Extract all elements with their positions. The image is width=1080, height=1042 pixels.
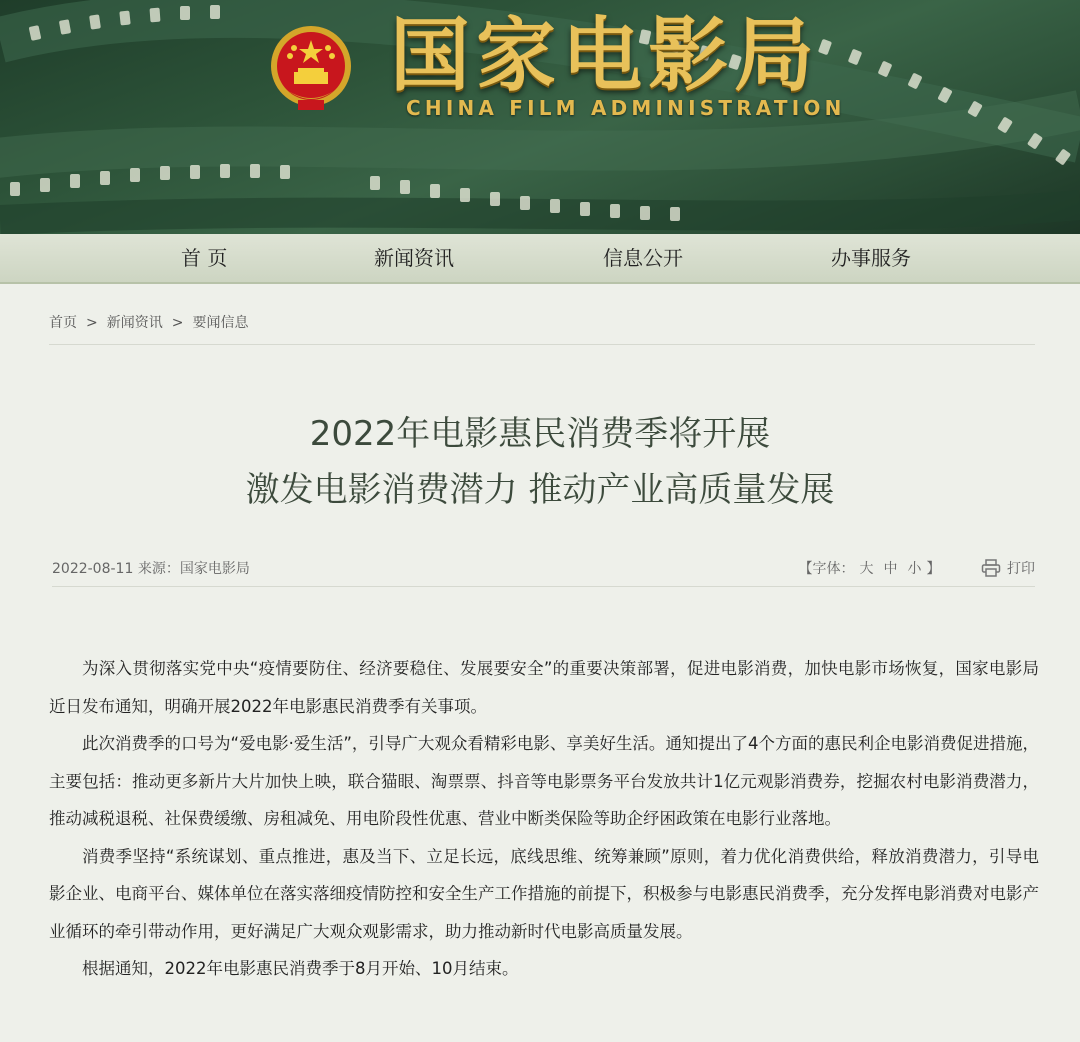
publish-date: 2022-08-11 [52,561,134,577]
nav-item-services[interactable]: 办事服务 [831,246,911,270]
nav-item-news[interactable]: 新闻资讯 [374,246,454,270]
breadcrumb [49,312,1035,345]
article-tools [799,558,1035,578]
site-title: 国家电影局 [390,8,820,102]
article-title-line1: 2022年电影惠民消费季将开展 [309,414,771,454]
site-header-banner [0,0,1080,234]
article-paragraph: 消费季坚持“系统谋划、重点推进，惠及当下、立足长远，底线思维、统筹兼顾”原则，着力优化消费供给，释放消费潜力，引导电影企业、电商平台、媒体单位在落实落细疫情防控和安全生产工作措施的前提下，积极参与电影惠民消费季，充分发挥电影消费对电影产业循环的牵引带动作用，更好满足广大观众观影需求，助力推动新时代电影高质量发展。 [49,846,1039,941]
print-label: 打印 [1007,561,1035,577]
breadcrumb-headlines[interactable]: 要闻信息 [192,315,249,331]
site-subtitle: CHINA FILM ADMINISTRATION [406,96,846,120]
article-paragraph: 为深入贯彻落实党中央“疫情要防住、经济要稳住、发展要安全”的重要决策部署，促进电影消费，加快电影市场恢复，国家电影局近日发布通知，明确开展2022年电影惠民消费季有关事项。 [49,659,1039,716]
article-body [49,650,1039,988]
print-button[interactable] [981,558,1035,578]
font-size-label: 【字体： [798,561,855,577]
breadcrumb-home[interactable]: 首页 [49,315,77,331]
article-paragraph: 根据通知，2022年电影惠民消费季于8月开始、10月结束。 [82,959,519,978]
nav-item-home[interactable]: 首 页 [181,246,228,270]
breadcrumb-news[interactable]: 新闻资讯 [106,315,163,331]
printer-icon [981,559,1001,577]
font-size-small[interactable]: 小 [907,561,922,577]
font-size-control [799,561,945,577]
breadcrumb-separator: > [171,315,184,331]
nav-item-info-disclosure[interactable]: 信息公开 [603,246,683,270]
breadcrumb-separator: > [86,315,98,331]
article-source: 来源：国家电影局 [137,561,250,577]
main-nav [0,234,1080,284]
font-size-close: 】 [926,561,941,577]
article-title-line2: 激发电影消费潜力 推动产业高质量发展 [245,470,835,510]
article-meta-left [52,558,250,578]
article-paragraph: 此次消费季的口号为“爱电影·爱生活”，引导广大观众看精彩电影、享美好生活。通知提出了4个方面的惠民利企电影消费促进措施，主要包括：推动更多新片大片加快上映，联合猫眼、淘票票、抖音等电影票务平台发放共计1亿元观影消费券，挖掘农村电影消费潜力，推动减税退税、社保费缓缴、房租减免、用电阶段性优惠、营业中断类保险等助企纾困政策在电影行业落地。 [49,734,1039,828]
font-size-medium[interactable]: 中 [883,561,898,577]
font-size-large[interactable]: 大 [859,561,874,577]
national-emblem-icon [268,22,354,114]
article-meta [52,558,1035,587]
